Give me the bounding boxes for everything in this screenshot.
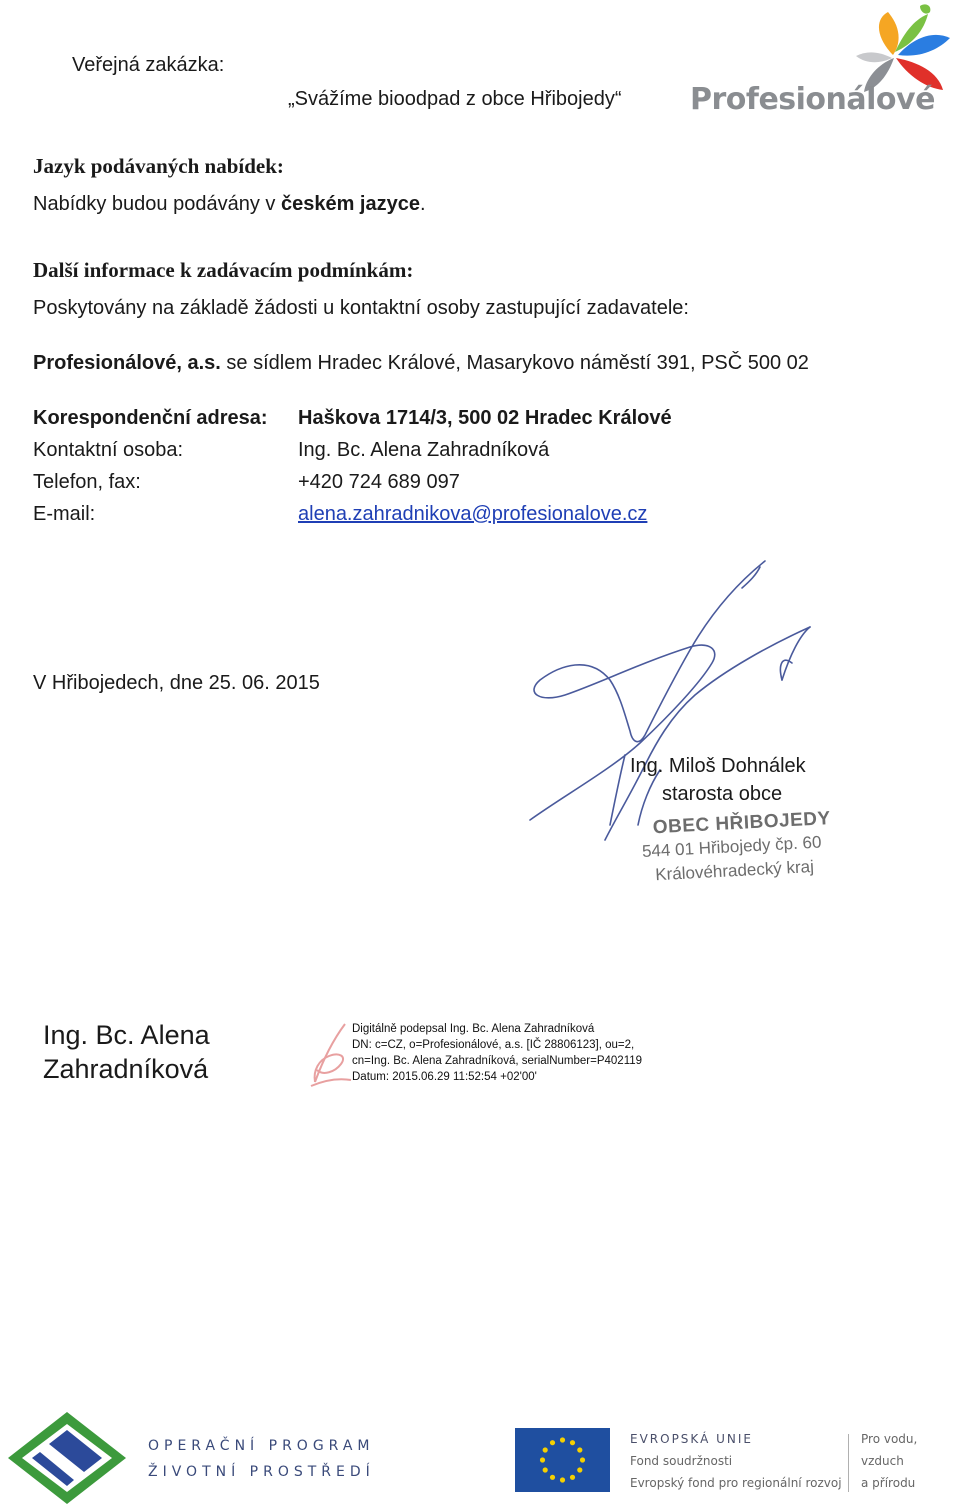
company-line [33,352,809,375]
stamp-line2: 544 01 Hřibojedy čp. 60 [641,832,822,861]
certificate-line4: Datum: 2015.06.29 11:52:54 +02'00' [352,1071,537,1083]
contact-value-address: Haškova 1714/3, 500 02 Hradec Králové [298,407,672,429]
company-name: Profesionálové, a.s. [33,352,221,374]
language-text-suffix: . [419,193,426,215]
signatory-name: Ing. Miloš Dohnálek [630,755,806,777]
contact-label-person: Kontaktní osoba: [33,439,184,461]
footer-eu-line2: Fond soudržnosti [630,1454,733,1468]
footer-op-line1: OPERAČNÍ PROGRAM [148,1438,375,1454]
certificate-line3: cn=Ing. Bc. Alena Zahradníková, serialNumber=P402119 [352,1055,643,1067]
info-text: Poskytovány na základě žádosti u kontaktní osoby zastupující zadavatele: [33,297,689,319]
profesionalove-logo [688,0,960,120]
language-text-prefix: Nabídky budou podávány v [33,193,281,215]
contact-label-address: Korespondenční adresa: [33,407,268,429]
certificate-details [352,1021,642,1085]
digital-signer-name [43,1018,210,1086]
signatory-role: starosta obce [662,783,783,805]
place-date: V Hřibojedech, dne 25. 06. 2015 [33,672,320,694]
certificate-line2: DN: c=CZ, o=Profesionálové, a.s. [IČ 28806123], ou=2, [352,1039,635,1051]
footer-divider [848,1434,849,1492]
contact-label-phone: Telefon, fax: [33,471,141,493]
footer-motto-line3: a přírodu [861,1476,916,1490]
language-text-bold: českém jazyce [280,193,420,215]
footer-motto-line2: vzduch [861,1454,904,1468]
tender-title: „Svážíme bioodpad z obce Hřibojedy“ [288,88,622,110]
profesionalove-logo-text: Profesionálové [690,82,935,117]
footer-eu-line3: Evropský fond pro regionální rozvoj [630,1476,842,1490]
contact-value-person: Ing. Bc. Alena Zahradníková [298,439,550,461]
stamp-line3: Královéhradecký kraj [654,856,815,885]
stamp-line1: OBEC HŘIBOJEDY [652,808,832,839]
official-stamp [640,801,854,892]
digital-signer-name-line1: Ing. Bc. Alena [43,1020,210,1050]
contact-label-email: E-mail: [33,503,96,525]
contact-value-phone: +420 724 689 097 [298,471,460,493]
info-heading: Další informace k zadávacím podmínkám: [33,258,414,282]
footer-eu-line1: EVROPSKÁ UNIE [630,1432,753,1446]
eu-flag-icon [515,1428,610,1492]
language-text [33,193,426,216]
company-address: se sídlem Hradec Králové, Masarykovo náměstí 391, PSČ 500 02 [220,352,809,374]
op-zp-logo-icon [4,1408,130,1506]
language-heading: Jazyk podávaných nabídek: [33,154,284,178]
contact-email-link[interactable]: alena.zahradnikova@profesionalove.cz [298,503,648,525]
footer-motto-line1: Pro vodu, [861,1432,918,1446]
certificate-line1: Digitálně podepsal Ing. Bc. Alena Zahradníková [352,1023,595,1035]
footer-op-line2: ŽIVOTNÍ PROSTŘEDÍ [148,1464,375,1480]
tender-label: Veřejná zakázka: [72,54,225,76]
digital-signature-watermark-icon [305,1020,355,1090]
digital-signer-name-line2: Zahradníková [43,1054,209,1084]
